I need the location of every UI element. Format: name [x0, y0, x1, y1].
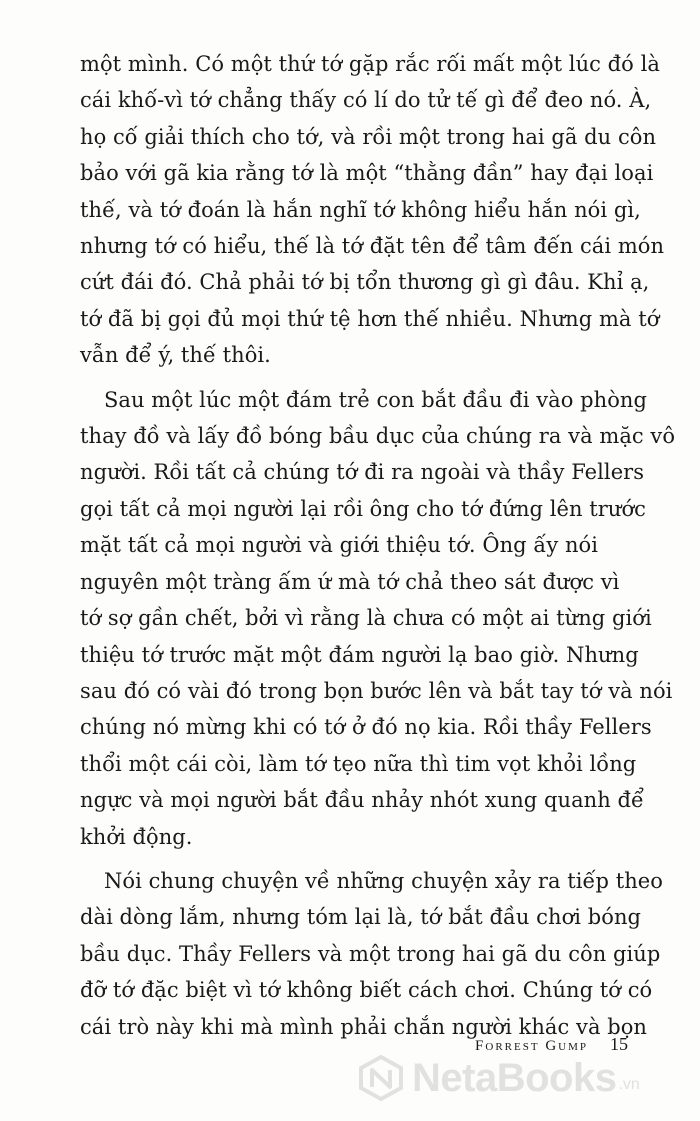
page-number: 15 — [610, 1034, 628, 1054]
watermark-suffix: .vn — [618, 1076, 640, 1093]
page-footer — [400, 1034, 628, 1055]
text-line: mặt tất cả mọi người và giới thiệu tớ. Ông ấy nói — [80, 533, 598, 558]
body-text — [80, 46, 676, 1045]
text-line: thế, và tớ đoán là hắn nghĩ tớ không hiểu hắn nói gì, — [80, 197, 641, 222]
text-line: bầu dục. Thầy Fellers và một trong hai gã du côn giúp — [80, 941, 661, 966]
running-title: Forrest Gump — [475, 1038, 588, 1054]
text-line: thổi một cái còi, làm tớ tẹo nữa thì tim vọt khỏi lồng — [80, 751, 637, 776]
text-line: một mình. Có một thứ tớ gặp rắc rối mất một lúc đó là — [80, 52, 660, 76]
text-line-indented: Nói chung chuyện về những chuyện xảy ra tiếp theo — [104, 868, 663, 893]
text-line: vẫn để ý, thế thôi. — [80, 343, 271, 368]
text-line: gọi tất cả mọi người lại rồi ông cho tớ đứng lên trước — [80, 496, 646, 521]
text-line: dài dòng lắm, nhưng tóm lại là, tớ bắt đầu chơi bóng — [80, 905, 642, 930]
text-line: tớ đã bị gọi đủ mọi thứ tệ hơn thế nhiều. Nhưng mà tớ — [80, 306, 660, 331]
paragraph-1 — [80, 46, 665, 374]
paragraph-2 — [80, 382, 676, 855]
paragraph-spacer — [80, 855, 628, 863]
text-line: cái trò này khi mà mình phải chắn người khác và bọn — [80, 1014, 647, 1039]
text-line: tớ sợ gần chết, bởi vì rằng là chưa có một ai từng giới — [80, 606, 652, 631]
text-line: sau đó có vài đó trong bọn bước lên và bắt tay tớ và nói — [80, 678, 673, 703]
text-line: thiệu tớ trước mặt một đám người lạ bao giờ. Nhưng — [80, 642, 639, 667]
text-line: cái khố-vì tớ chẳng thấy có lí do tử tế gì để đeo nó. À, — [80, 88, 652, 113]
netabooks-logo-icon — [358, 1055, 404, 1101]
text-line: chúng nó mừng khi có tớ ở đó nọ kia. Rồi thầy Fellers — [80, 715, 652, 740]
text-line: người. Rồi tất cả chúng tớ đi ra ngoài và thầy Fellers — [80, 460, 645, 485]
text-line: khởi động. — [80, 824, 193, 849]
paragraph-3 — [80, 863, 663, 1045]
paragraph-spacer — [80, 374, 628, 382]
text-line: bảo với gã kia rằng tớ là một “thằng đần” hay đại loại — [80, 161, 654, 186]
text-line-indented: Sau một lúc một đám trẻ con bắt đầu đi vào phòng — [104, 387, 647, 412]
text-line: họ cố giải thích cho tớ, và rồi một trong hai gã du côn — [80, 124, 657, 149]
watermark — [358, 1052, 688, 1104]
text-line: nhưng tớ có hiểu, thế là tớ đặt tên để tâm đến cái món — [80, 234, 665, 259]
text-line: thay đồ và lấy đồ bóng bầu dục của chúng ra và mặc vô — [80, 424, 676, 449]
text-line: ngực và mọi người bắt đầu nhảy nhót xung quanh để — [80, 788, 645, 813]
text-line: cứt đái đó. Chả phải tớ bị tổn thương gì gì đâu. Khỉ ạ, — [80, 270, 650, 295]
text-line: đỡ tớ đặc biệt vì tớ không biết cách chơi. Chúng tớ có — [80, 978, 653, 1003]
text-line: nguyên một tràng ấm ứ mà tớ chả theo sát được vì — [80, 569, 620, 594]
watermark-brand: NetaBooks — [412, 1055, 617, 1100]
